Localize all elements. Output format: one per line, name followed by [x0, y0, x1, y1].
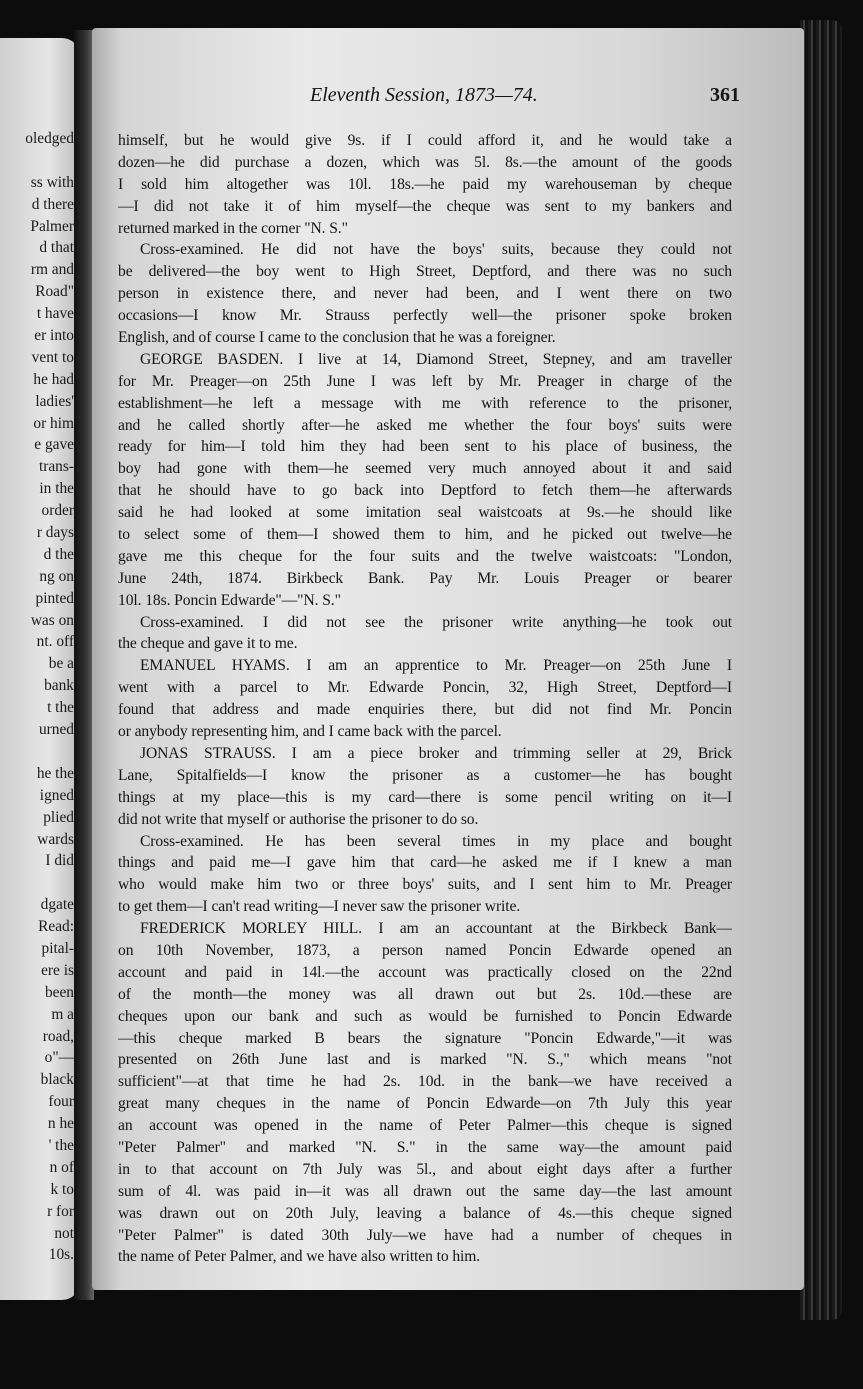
text-line: EMANUEL HYAMS. I am an apprentice to Mr. Preager—on 25th June I: [140, 657, 732, 675]
text-line: to select some of them—I showed them to him, and he picked out twelve—he: [118, 526, 732, 544]
left-page-fragment: not: [54, 1224, 74, 1242]
left-page-fragment: n of: [49, 1158, 74, 1176]
left-page-fragment: pinted: [35, 589, 74, 607]
text-line: gave me this cheque for the four suits and the twelve waistcoats: "London,: [118, 547, 732, 565]
text-line: Lane, Spitalfields—I know the prisoner as a customer—he has bought: [118, 766, 732, 784]
left-page-fragment: four: [48, 1093, 74, 1111]
text-line: things at my place—this is my card—there is some pencil writing on it—I: [118, 788, 732, 806]
left-page-fragment: [0, 741, 74, 763]
text-line: for Mr. Preager—on 25th June I was left by Mr. Preager in charge of the: [118, 372, 732, 390]
left-page-fragment: vent to: [31, 348, 74, 366]
text-line: I sold him altogether was 10l. 18s.—he paid my warehouseman by cheque: [118, 175, 732, 193]
text-line: an account was opened in the name of Peter Palmer—this cheque is signed: [118, 1117, 732, 1135]
page-edges: [800, 20, 842, 1320]
text-line: returned marked in the corner "N. S.": [118, 219, 348, 237]
text-line: person in existence there, and never had been, and I went there on two: [118, 285, 732, 303]
left-page-fragment: ss with: [30, 173, 74, 191]
left-page-fragment: he had: [33, 370, 74, 388]
text-line: on 10th November, 1873, a person named Poncin Edwarde opened an: [118, 941, 732, 959]
text-line: "Peter Palmer" is dated 30th July—we have had a number of cheques in: [118, 1226, 732, 1244]
left-page-fragment: been: [44, 983, 74, 1001]
text-line: 10l. 18s. Poncin Edwarde"—"N. S.": [118, 591, 341, 609]
text-line: June 24th, 1874. Birkbeck Bank. Pay Mr. Louis Preager or bearer: [118, 569, 732, 587]
left-page-fragment: d the: [43, 545, 74, 563]
text-line: said he had looked at some imitation seal waistcoats at 9s.—he should like: [118, 504, 732, 522]
left-page-fragment: ladies': [35, 392, 74, 410]
page-number: 361: [710, 84, 740, 106]
left-page-fragment: r days: [36, 524, 74, 542]
left-page-fragment: ng on: [39, 567, 74, 585]
text-line: sum of 4l. was paid in—it was all drawn out the same day—the last amount: [118, 1182, 732, 1200]
book-gutter: [74, 30, 94, 1300]
left-page-fragment: Road": [35, 283, 74, 301]
text-line: account and paid in 14l.—the account was practically closed on the 22nd: [118, 963, 732, 981]
page-header: [310, 84, 740, 112]
left-page-fragment: was on: [30, 611, 74, 629]
left-page-fragment: d there: [31, 195, 74, 213]
text-line: was drawn out on 20th July, leaving a balance of 4s.—this cheque signed: [118, 1204, 732, 1222]
text-line: boy had gone with them—he seemed very much annoyed about it and said: [118, 460, 732, 478]
text-line: the name of Peter Palmer, and we have also written to him.: [118, 1248, 481, 1266]
text-line: or anybody representing him, and I came back with the parcel.: [118, 723, 502, 741]
text-line: things and paid me—I gave him that card—he asked me if I knew a man: [118, 854, 732, 872]
left-page-fragment: be a: [48, 655, 74, 673]
left-page-fragment: r for: [47, 1202, 74, 1220]
text-line: be delivered—the boy went to High Street, Deptford, and there was no such: [118, 263, 732, 281]
left-page-fragment: urned: [38, 721, 74, 739]
text-line: the cheque and gave it to me.: [118, 635, 298, 653]
left-page-fragment: ere is: [41, 961, 74, 979]
left-page-fragment: pital-: [41, 939, 74, 957]
text-line: FREDERICK MORLEY HILL. I am an accountant at the Birkbeck Bank—: [140, 920, 732, 938]
left-page-fragment: I did: [45, 852, 74, 870]
left-page-fragment: nt. off: [36, 633, 74, 651]
left-page-fragment: t have: [36, 305, 74, 323]
text-line: great many cheques in the name of Poncin Edwarde—on 7th July this year: [118, 1095, 732, 1113]
left-page-fragment: order: [41, 502, 74, 520]
left-page-fragment: n he: [47, 1115, 74, 1133]
text-line: —this cheque marked B bears the signature "Poncin Edwarde,"—it was: [118, 1029, 732, 1047]
left-page-fragment: [0, 872, 74, 894]
left-page-fragment: road,: [42, 1027, 74, 1045]
left-page-fragment: er into: [34, 327, 74, 345]
body-text: [118, 130, 732, 1268]
text-line: establishment—he left a message with me with reference to the prisoner,: [118, 394, 732, 412]
text-line: himself, but he would give 9s. if I could afford it, and he would take a: [118, 132, 732, 149]
left-page-text-fragments: [0, 128, 74, 1266]
text-line: GEORGE BASDEN. I live at 14, Diamond Street, Stepney, and am traveller: [140, 350, 732, 368]
left-page-fragment: Palmer: [30, 217, 74, 235]
text-line: English, and of course I came to the conclusion that he was a foreigner.: [118, 329, 556, 347]
left-page-fragment: e gave: [34, 436, 74, 454]
left-page-fragment: k to: [50, 1180, 74, 1198]
text-line: sufficient"—at that time he had 2s. 10d. in the bank—we have received a: [118, 1073, 732, 1091]
text-line: "Peter Palmer" and marked "N. S." in the same way—the amount paid: [118, 1138, 732, 1156]
text-line: JONAS STRAUSS. I am a piece broker and trimming seller at 29, Brick: [140, 744, 732, 762]
left-page-fragment: in the: [39, 480, 74, 498]
left-page-fragment: trans-: [38, 458, 74, 476]
text-line: of the month—the money was all drawn out but 2s. 10d.—these are: [118, 985, 732, 1003]
left-page-fragment: ' the: [48, 1136, 74, 1154]
left-page-fragment: bank: [44, 677, 74, 695]
left-page-fragment: he the: [36, 764, 74, 782]
running-title: Eleventh Session, 1873—74.: [310, 84, 538, 106]
left-page-fragment: t the: [47, 699, 74, 717]
left-page-fragment: igned: [39, 786, 74, 804]
text-line: to get them—I can't read writing—I never saw the prisoner write.: [118, 898, 521, 916]
text-line: cheques upon our bank and such as would be furnished to Poncin Edwarde: [118, 1007, 732, 1025]
text-line: —I did not take it of him myself—the cheque was sent to my bankers and: [118, 197, 732, 215]
text-line: did not write that myself or authorise the prisoner to do so.: [118, 810, 479, 828]
text-line: presented on 26th June last and is marked "N. S.," which means "not: [118, 1051, 732, 1069]
left-page-fragment: oledged: [25, 130, 74, 147]
left-page-fragment: m a: [51, 1005, 74, 1023]
text-line: Cross-examined. He did not have the boys' suits, because they could not: [140, 241, 732, 259]
left-facing-page: [0, 38, 80, 1300]
left-page-fragment: Read:: [38, 918, 74, 936]
left-page-fragment: [0, 150, 74, 172]
text-line: found that address and made enquiries there, but did not find Mr. Poncin: [118, 701, 732, 719]
left-page-fragment: rm and: [30, 261, 74, 279]
text-line: occasions—I know Mr. Strauss perfectly well—the prisoner spoke broken: [118, 307, 732, 325]
left-page-fragment: plied: [43, 808, 74, 826]
text-line: ready for him—I told him they had been sent to his place of business, the: [118, 438, 732, 456]
text-line: went with a parcel to Mr. Edwarde Poncin, 32, High Street, Deptford—I: [118, 679, 732, 697]
text-line: Cross-examined. I did not see the prisoner write anything—he took out: [140, 613, 732, 631]
text-line: who would make him two or three boys' suits, and I sent him to Mr. Preager: [118, 876, 732, 894]
left-page-fragment: black: [40, 1071, 74, 1089]
text-line: dozen—he did purchase a dozen, which was 5l. 8s.—the amount of the goods: [118, 153, 732, 171]
left-page-fragment: wards: [37, 830, 74, 848]
text-line: that he should have to go back into Deptford to fetch them—he afterwards: [118, 482, 732, 500]
left-page-fragment: or him: [33, 414, 74, 432]
left-page-fragment: d that: [39, 239, 74, 257]
text-line: and he called shortly after—he asked me whether the four boys' suits were: [118, 416, 732, 434]
left-page-fragment: o"—: [44, 1049, 74, 1067]
text-line: in to that account on 7th July was 5l., and about eight days after a further: [118, 1160, 732, 1178]
text-line: Cross-examined. He has been several times in my place and bought: [140, 832, 732, 850]
left-page-fragment: 10s.: [48, 1246, 74, 1264]
left-page-fragment: dgate: [40, 896, 74, 914]
